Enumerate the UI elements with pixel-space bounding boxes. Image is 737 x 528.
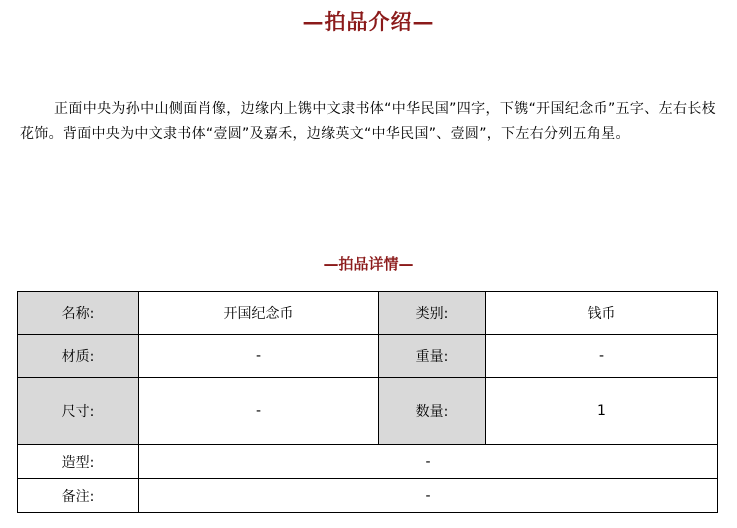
material-value: - (139, 335, 379, 378)
intro-title: —拍品介绍— (302, 9, 435, 34)
table-row (18, 479, 718, 513)
table-row (18, 292, 718, 335)
table-row (18, 335, 718, 378)
quantity-value: 1 (486, 378, 718, 445)
material-label: 材质: (18, 335, 139, 378)
category-label: 类别: (379, 292, 486, 335)
shape-label: 造型: (18, 445, 139, 479)
details-table (17, 291, 718, 513)
remarks-value: - (139, 479, 718, 513)
size-value: - (139, 378, 379, 445)
name-label: 名称: (18, 292, 139, 335)
weight-value: - (486, 335, 718, 378)
table-row (18, 445, 718, 479)
intro-description: 正面中央为孙中山侧面肖像，边缘内上镌中文隶书体“中华民国”四字，下镌“开国纪念币”五字、左右长枝花饰。背面中央为中文隶书体“壹圆”及嘉禾，边缘英文“中华民国”、壹圆”，下左右分列五角星。 (20, 101, 716, 142)
table-row (18, 378, 718, 445)
category-value: 钱币 (486, 292, 718, 335)
weight-label: 重量: (379, 335, 486, 378)
quantity-label: 数量: (379, 378, 486, 445)
remarks-label: 备注: (18, 479, 139, 513)
name-value: 开国纪念币 (139, 292, 379, 335)
details-title: —拍品详情— (323, 255, 414, 273)
size-label: 尺寸: (18, 378, 139, 445)
shape-value: - (139, 445, 718, 479)
